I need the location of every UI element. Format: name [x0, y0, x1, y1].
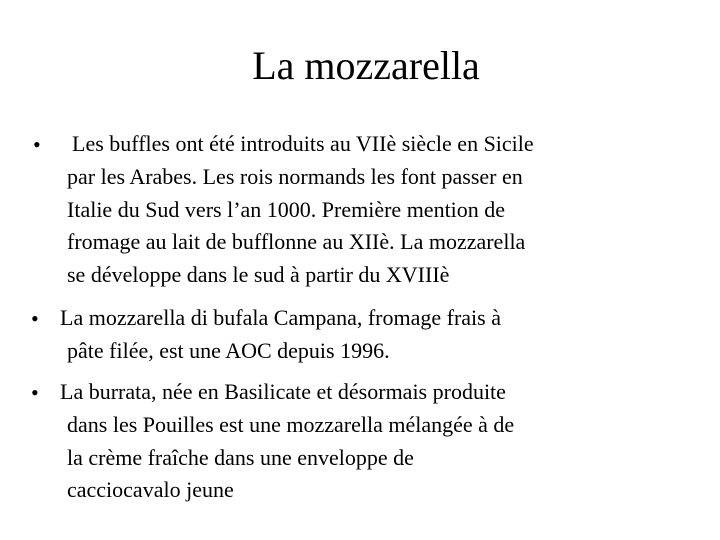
bullet-text: [67, 161, 525, 291]
bullet-line: pâte filée, est une AOC depuis 1996.: [67, 338, 390, 363]
bullet-line: Italie du Sud vers l’an 1000. Première mention de: [67, 196, 506, 222]
bullet-marker: •: [31, 380, 39, 405]
bullet-line: par les Arabes. Les rois normands les font passer en: [67, 164, 523, 189]
bullet-line: fromage au lait de bufflonne au XIIè. La mozzarella: [67, 229, 526, 254]
bullet-line: La burrata, née en Basilicate et désormais produite: [60, 379, 506, 404]
bullet-line: se développe dans le sud à partir du XVIIIè: [67, 261, 450, 287]
bullet-line: La mozzarella di bufala Campana, fromage frais à: [60, 305, 501, 330]
bullet-text: [60, 302, 501, 335]
bullet-line: dans les Pouilles est une mozzarella mélangée à de: [67, 412, 515, 437]
slide-title: La mozzarella: [252, 43, 480, 88]
bullet-text: [67, 409, 514, 507]
bullet-marker: •: [31, 306, 39, 331]
bullet-line: cacciocavalo jeune: [67, 477, 234, 502]
bullet-text: [60, 376, 506, 409]
bullet-line: Les buffles ont été introduits au VIIè siècle en Sicile: [72, 131, 534, 156]
bullet-text: [67, 335, 390, 368]
bullet-marker: •: [33, 132, 41, 157]
bullet-text: [72, 128, 534, 161]
bullet-line: la crème fraîche dans une enveloppe de: [67, 444, 414, 470]
